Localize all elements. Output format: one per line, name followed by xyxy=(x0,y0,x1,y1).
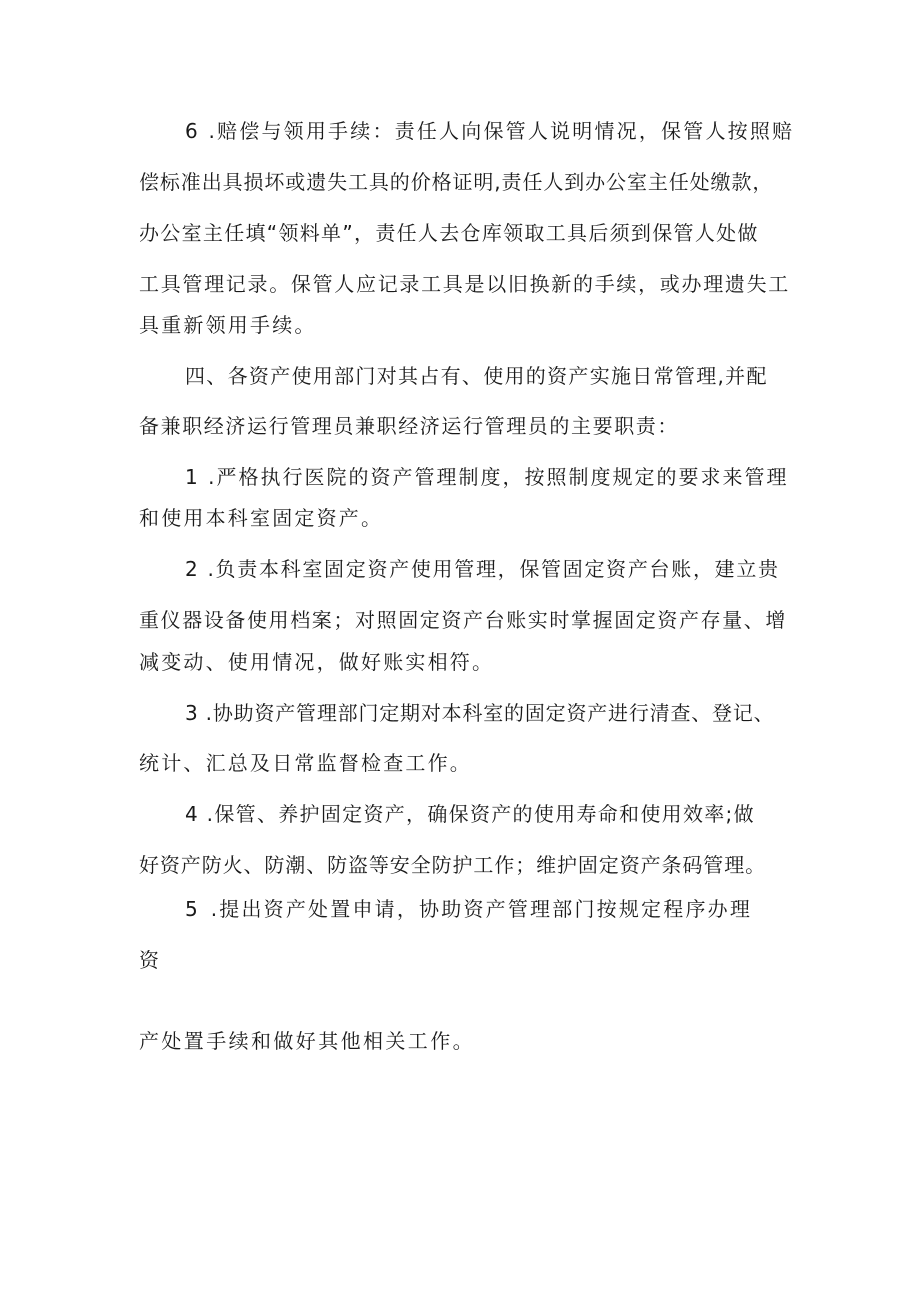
item-5-line-3: 产处置手续和做好其他相关工作。 xyxy=(139,1029,475,1053)
section-4-heading-line-2: 备兼职经济运行管理员兼职经济运行管理员的主要职责： xyxy=(139,414,679,438)
section-4-heading-line-1: 四、各资产使用部门对其占有、使用的资产实施日常管理,并配 xyxy=(185,364,768,388)
item-2-line-3: 减变动、使用情况，做好账实相符。 xyxy=(139,650,495,674)
item-1-line-1: 1 .严格执行医院的资产管理制度，按照制度规定的要求来管理 xyxy=(185,465,789,489)
item-3-line-2: 统计、汇总及日常监督检查工作。 xyxy=(139,751,472,775)
paragraph-6-line-2: 偿标准出具损坏或遗失工具的价格证明,责任人到办公室主任处缴款， xyxy=(139,170,774,194)
item-5-line-2: 资 xyxy=(139,948,162,972)
paragraph-6-line-1: 6 .赔偿与领用手续：责任人向保管人说明情况，保管人按照赔 xyxy=(185,119,795,143)
paragraph-6-line-5: 具重新领用手续。 xyxy=(139,313,317,337)
item-2-line-1: 2 .负责本科室固定资产使用管理，保管固定资产台账，建立贵 xyxy=(185,557,780,581)
paragraph-6-line-4: 工具管理记录。保管人应记录工具是以旧换新的手续，或办理遗失工 xyxy=(139,272,790,296)
paragraph-6-line-3: 办公室主任填“领料单”，责任人去仓库领取工具后须到保管人处做 xyxy=(139,221,759,245)
item-3-line-1: 3 .协助资产管理部门定期对本科室的固定资产进行清查、登记、 xyxy=(185,701,775,725)
item-5-line-1: 5 .提出资产处置申请，协助资产管理部门按规定程序办理 xyxy=(185,897,753,921)
item-1-line-2: 和使用本科室固定资产。 xyxy=(139,506,384,530)
item-2-line-2: 重仪器设备使用档案；对照固定资产台账实时掌握固定资产存量、增 xyxy=(139,608,787,632)
item-4-line-2: 好资产防火、防潮、防盗等安全防护工作；维护固定资产条码管理。 xyxy=(139,853,766,877)
item-4-line-1: 4 .保管、养护固定资产，确保资产的使用寿命和使用效率;做 xyxy=(185,802,755,826)
